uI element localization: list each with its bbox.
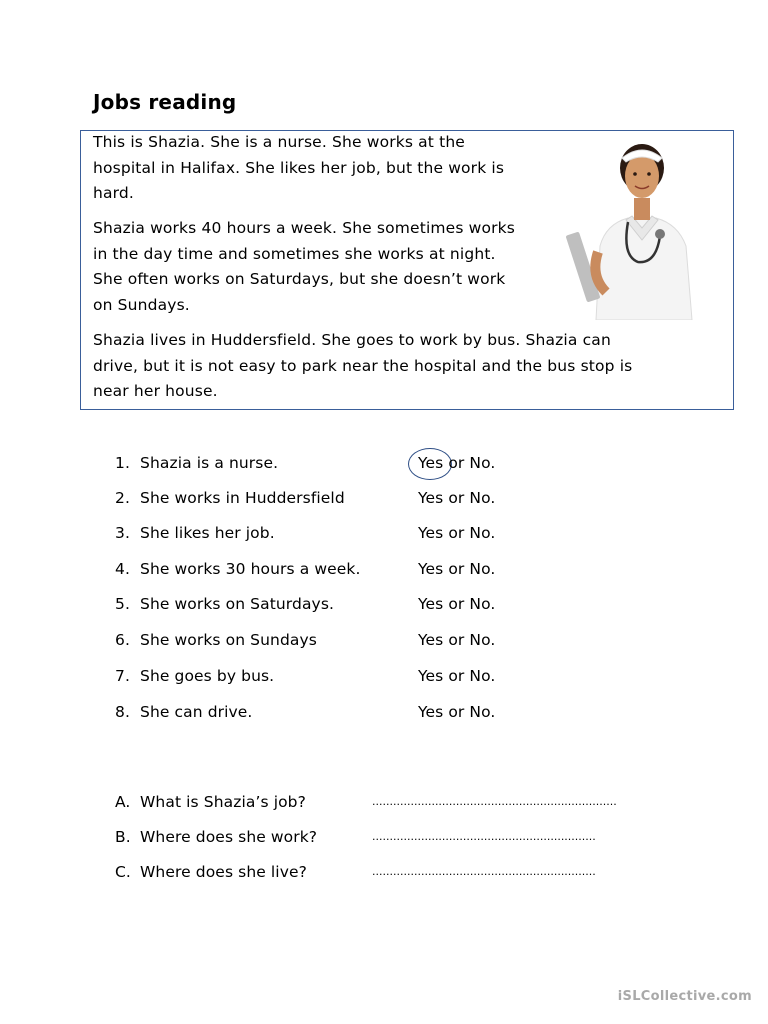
story-line: on Sundays. [93, 295, 190, 314]
question-letter: A. [115, 793, 131, 811]
story-line: hospital in Halifax. She likes her job, but the work is [93, 158, 505, 177]
yes-no-choice: Yes or No. [418, 667, 496, 685]
story-line: This is Shazia. She is a nurse. She works at the [93, 133, 465, 151]
yes-no-choice: Yes or No. [418, 631, 496, 649]
question-text: She can drive. [140, 703, 253, 721]
question-number: 7. [115, 667, 130, 685]
question-text: Shazia is a nurse. [140, 454, 279, 472]
answer-blank: ................................................................ [372, 865, 596, 878]
story-line: hard. [93, 184, 134, 202]
answer-blank: ................................................................ [372, 830, 596, 843]
question-text: She likes her job. [140, 524, 275, 542]
story-paragraph-2 [93, 216, 515, 318]
question-number: 1. [115, 454, 130, 472]
yes-no-choice: Yes or No. [418, 560, 496, 578]
worksheet-title: Jobs reading [93, 90, 237, 114]
yes-no-choice: Yes or No. [418, 454, 496, 472]
question-text: She works in Huddersfield [140, 489, 345, 507]
question-text: She works 30 hours a week. [140, 560, 361, 578]
story-paragraph-3 [93, 328, 632, 405]
question-number: 8. [115, 703, 130, 721]
question-text: Where does she work? [140, 828, 318, 846]
yes-no-choice: Yes or No. [418, 489, 496, 507]
yes-no-choice: Yes or No. [418, 703, 496, 721]
question-number: 5. [115, 595, 130, 613]
yes-no-choice: Yes or No. [418, 524, 496, 542]
watermark: iSLCollective.com [617, 989, 752, 1004]
question-number: 4. [115, 560, 130, 578]
question-number: 6. [115, 631, 130, 649]
question-text: What is Shazia’s job? [140, 793, 306, 811]
story-line: Shazia lives in Huddersfield. She goes to work by bus. Shazia can [93, 331, 611, 349]
nurse-photo [566, 136, 718, 320]
question-letter: B. [115, 828, 131, 846]
story-line: in the day time and sometimes she works at night. [93, 244, 496, 263]
answer-blank: ...................................................................... [372, 795, 617, 808]
question-text: She works on Saturdays. [140, 595, 335, 613]
question-text: Where does she live? [140, 863, 307, 881]
story-line: drive, but it is not easy to park near the hospital and the bus stop is [93, 356, 633, 375]
story-line: She often works on Saturdays, but she doesn’t work [93, 270, 506, 288]
story-line: Shazia works 40 hours a week. She sometimes works [93, 219, 515, 237]
story-line: near her house. [93, 382, 218, 400]
question-text: She works on Sundays [140, 631, 317, 649]
question-text: She goes by bus. [140, 667, 275, 685]
story-paragraph-1 [93, 130, 504, 207]
question-letter: C. [115, 863, 131, 881]
question-number: 2. [115, 489, 130, 507]
question-number: 3. [115, 524, 130, 542]
yes-no-choice: Yes or No. [418, 595, 496, 613]
